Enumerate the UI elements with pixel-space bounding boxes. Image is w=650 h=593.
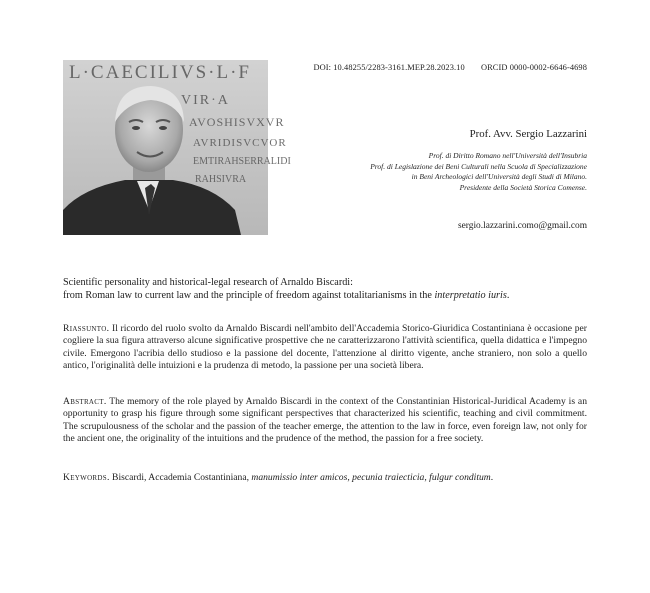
title-italic: interpretatio iuris	[434, 290, 507, 301]
keyword-italic: fulgur conditum	[429, 472, 491, 483]
inscription-line-6: RAHSIVRA	[195, 174, 247, 185]
abstract-label: Abstract.	[63, 396, 107, 407]
abstract-text: The memory of the role played by Arnaldo Biscardi in the context of the Constantinian Historical-Juridical Academy is an opportunity to grasp his figure through some significant perspectives that characterized his scientific, teaching and civil commitment. The scrupulousness of the scholar and the passion of the teacher emerge, the attention to the law in force, even foreign law, not only for the ancient one, the originality of the intuitions and the prudence of the method, the passion for a free society.	[63, 396, 587, 445]
keywords-label: Keywords.	[63, 472, 110, 483]
title-end: .	[506, 290, 510, 301]
inscription-line-4: AVRIDISVCVOR	[193, 137, 287, 149]
author-affiliations	[370, 151, 587, 193]
keyword-italic: pecunia traiecticia	[352, 472, 425, 483]
keyword-italic: manumissio inter amicos	[251, 472, 348, 483]
title-line-1: Scientific personality and historical-legal research of Arnaldo Biscardi:	[63, 277, 353, 288]
author-block	[370, 128, 587, 193]
title-line-2-text: from Roman law to current law and the principle of freedom against totalitarianisms in the	[63, 290, 432, 301]
title-line-2	[63, 289, 588, 302]
riassunto-text: Il ricordo del ruolo svolto da Arnaldo Biscardi nell'ambito dell'Accademia Storico-Giuridica Costantiniana è occasione per cogliere la sua figura attraverso alcune significative prospettive che ne caratterizzarono l'attività scientifica, quella didattica e l'impegno civile. Emergono l'acribia dello studioso e la passione del docente, l'attenzione al diritto vigente, anche straniero, non solo a quello antico, l'originalità delle intuizioni e la prudenza di metodo, la passione per una società libera.	[63, 323, 587, 372]
inscription-line-3: AVOSHISVXVR	[189, 115, 285, 129]
keyword-sep: ,	[424, 472, 427, 483]
riassunto-paragraph	[63, 323, 587, 373]
author-portrait	[63, 60, 291, 235]
keywords-paragraph	[63, 472, 587, 484]
header-meta	[313, 63, 587, 72]
affiliation-line: in Beni Archeologici dell'Università degli Studi di Milano.	[411, 172, 587, 181]
affiliation-line: Presidente della Società Storica Comense.	[459, 182, 587, 192]
author-email[interactable]: sergio.lazzarini.como@gmail.com	[458, 221, 587, 231]
affiliation-line: Prof. di Legislazione dei Beni Culturali nella Scuola di Specializzazione	[370, 161, 587, 171]
orcid-text: ORCID 0000-0002-6646-4698	[480, 63, 587, 72]
abstract-paragraph	[63, 396, 587, 446]
keywords-plain: Biscardi, Accademia Costantiniana,	[112, 472, 249, 483]
keyword-sep: ,	[347, 472, 350, 483]
riassunto-label: Riassunto.	[63, 323, 110, 334]
author-name: Prof. Avv. Sergio Lazzarini	[469, 128, 587, 140]
inscription-line-1: L·CAECILIVS·L·F	[69, 62, 251, 83]
portrait-illustration	[63, 60, 291, 235]
inscription-line-2: VIR·A	[181, 93, 230, 108]
affiliation-line: Prof. di Diritto Romano nell'Università dell'Insubria	[428, 151, 587, 160]
inscription-line-5: EMTIRAHSERRALIDI	[193, 156, 291, 167]
doi-text: DOI: 10.48255/2283-3161.MEP.28.2023.10	[313, 63, 465, 72]
keyword-end: .	[490, 472, 494, 483]
paper-title	[63, 276, 588, 302]
